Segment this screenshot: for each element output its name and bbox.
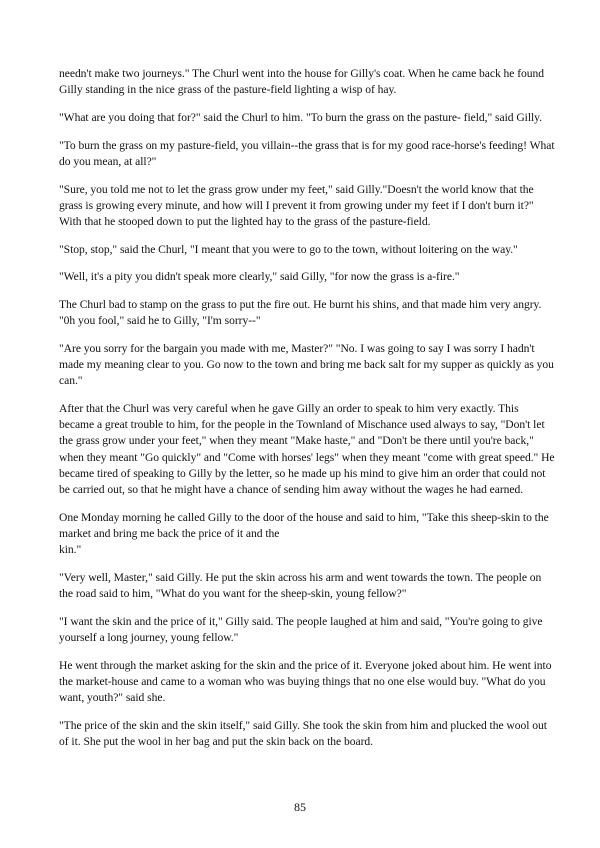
paragraph: "Well, it's a pity you didn't speak more clearly," said Gilly, "for now the grass is a-fire." [59,270,460,284]
body-text [59,66,555,762]
paragraph: "Stop, stop," said the Churl, "I meant that you were to go to the town, without loitering on the way." [59,242,518,256]
paragraph: He went through the market asking for the skin and the price of it. Everyone joked about him. He went into the market-house and came to a woman who was buying things that no one else would buy. "What do you want, youth?" said she. [59,658,552,705]
paragraph: needn't make two journeys." The Churl went into the house for Gilly's coat. When he came back he found Gilly standing in the nice grass of the pasture-field lighting a wisp of hay. [59,67,545,97]
paragraph: After that the Churl was very careful when he gave Gilly an order to speak to him very exactly. This became a great trouble to him, for the people in the Townland of Mischance used always to say, "Don't let the grass grow under your feet," when they meant "Make haste," and "Don't be there until you're back," when they meant "Go quickly" and "Come with horses' legs" when they meant "come with great speed." He became tired of speaking to Gilly by the letter, so he made up his mind to give him an order that could not be carried out, so that he might have a chance of sending him away without the wages he had earned. [59,402,555,497]
paragraph: "I want the skin and the price of it," Gilly said. The people laughed at him and said, "You're going to give yourself a long journey, young fellow." [59,614,543,644]
paragraph: "Very well, Master," said Gilly. He put the skin across his arm and went towards the town. The people on the road said to him, "What do you want for the sheep-skin, young fellow?" [59,570,542,601]
paragraph: "Are you sorry for the bargain you made with me, Master?" "No. I was going to say I was sorry I hadn't made my meaning clear to you. Go now to the town and bring me back salt for my supper as quickly as you can." [59,341,554,388]
paragraph: "Sure, you told me not to let the grass grow under my feet," said Gilly."Doesn't the world know that the grass is growing every minute, and how will I prevent it from growing under my feet if I don't burn it?" With that he stooped down to put the lighted hay to the grass of the pasture-field. [59,182,534,228]
paragraph: "The price of the skin and the skin itself," said Gilly. She took the skin from him and plucked the wool out of it. She put the wool in her bag and put the skin back on the board. [59,718,547,748]
paragraph: The Churl bad to stamp on the grass to put the fire out. He burnt his shins, and that made him very angry. "0h you fool," said he to Gilly, "I'm sorry--" [59,298,542,328]
paragraph: "What are you doing that for?" said the Churl to him. "To burn the grass on the pasture- field," said Gilly. [59,110,543,124]
paragraph: One Monday morning he called Gilly to the door of the house and said to him, "Take this sheep-skin to the market and bring me back the price of it and the kin." [59,510,549,557]
page-number: 85 [294,800,306,814]
paragraph: "To burn the grass on my pasture-field, you villain--the grass that is for my good race-horse's feeding! What do you mean, at all?" [59,138,555,168]
